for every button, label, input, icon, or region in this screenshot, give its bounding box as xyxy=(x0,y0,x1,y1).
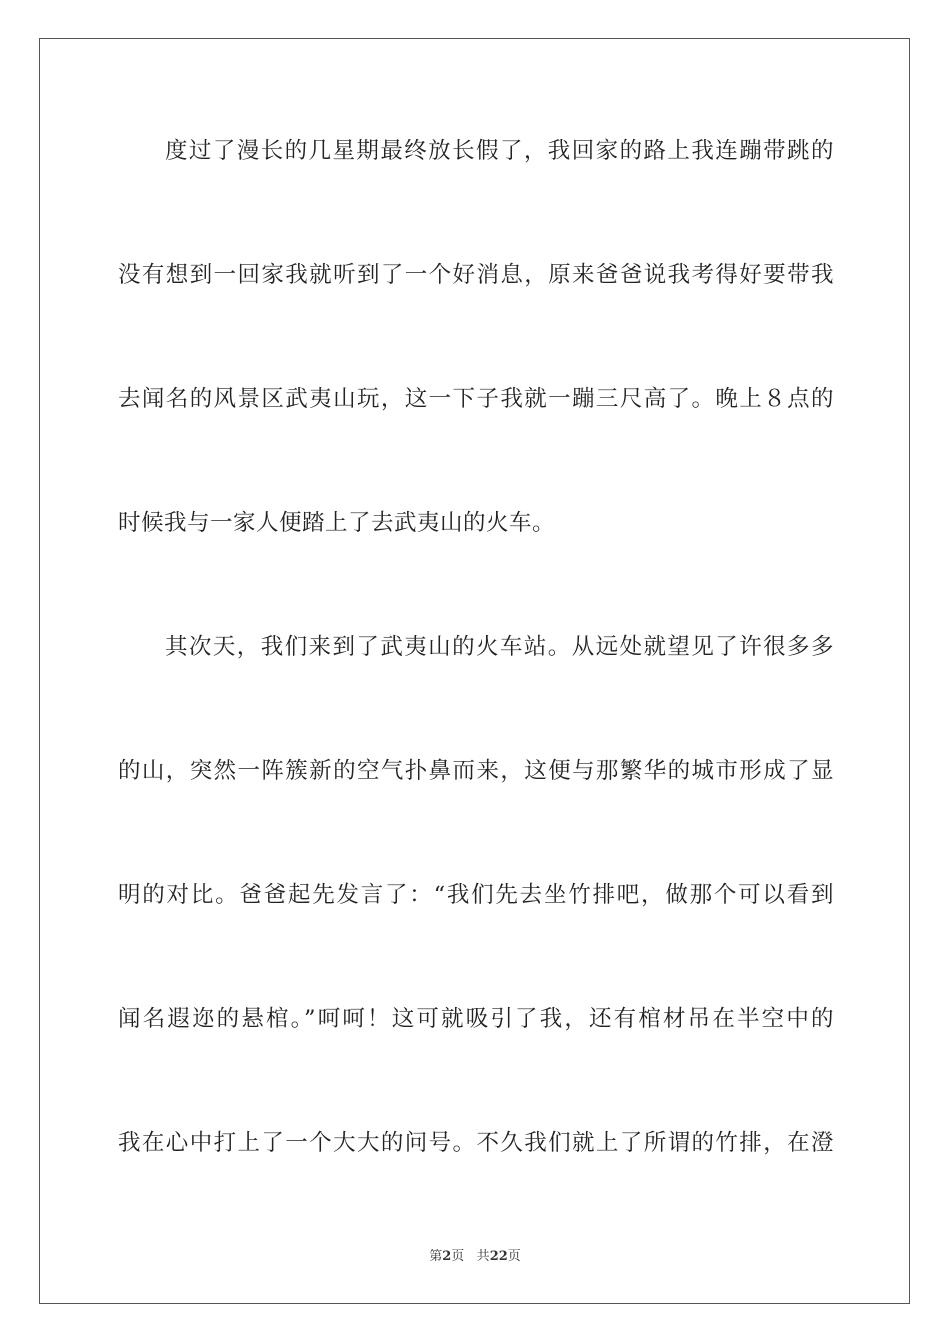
footer-total-prefix: 共 xyxy=(476,1249,490,1264)
paragraph-1-line-3: 去闻名的风景区武夷山玩，这一下子我就一蹦三尺高了。晚上８点的 xyxy=(118,386,834,412)
paragraph-1-line-4: 时候我与一家人便踏上了去武夷山的火车。 xyxy=(118,510,556,536)
page-footer xyxy=(0,1248,950,1266)
paragraph-2-line-4: 闻名遐迩的悬棺。”呵呵！这可就吸引了我，还有棺材吊在半空中的 xyxy=(118,1006,834,1032)
footer-page-suffix: 页 xyxy=(451,1249,465,1264)
footer-page-number: 2 xyxy=(442,1249,452,1264)
paragraph-2-line-5: 我在心中打上了一个大大的问号。不久我们就上了所谓的竹排，在澄 xyxy=(118,1130,834,1156)
paragraph-2-line-3: 明的对比。爸爸起先发言了：“我们先去坐竹排吧，做那个可以看到 xyxy=(118,882,834,908)
paragraph-2-line-1: 其次天，我们来到了武夷山的火车站。从远处就望见了许很多多 xyxy=(165,634,834,660)
paragraph-1-line-2: 没有想到一回家我就听到了一个好消息，原来爸爸说我考得好要带我 xyxy=(118,262,834,288)
page-border xyxy=(39,38,910,1304)
paragraph-2-line-2: 的山，突然一阵簇新的空气扑鼻而来，这便与那繁华的城市形成了显 xyxy=(118,758,834,784)
footer-page-prefix: 第 xyxy=(429,1249,443,1264)
footer-total-suffix: 页 xyxy=(507,1249,521,1264)
footer-total-pages: 22 xyxy=(489,1249,508,1264)
paragraph-1-line-1: 度过了漫长的几星期最终放长假了，我回家的路上我连蹦带跳的 xyxy=(165,138,834,164)
